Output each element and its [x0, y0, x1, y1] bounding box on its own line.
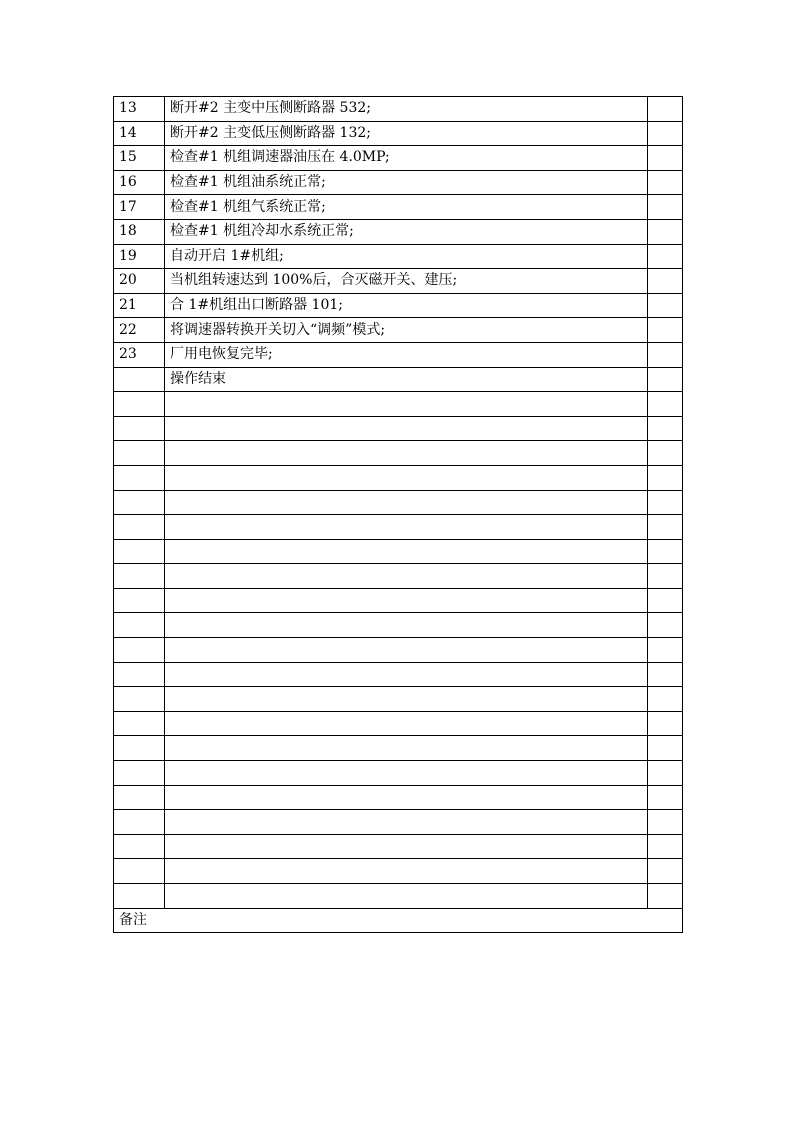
table-row: [114, 219, 683, 244]
table-row: [114, 834, 683, 859]
check-mark-cell: [648, 392, 683, 417]
table-row: [114, 785, 683, 810]
step-number-cell: [114, 834, 165, 859]
step-number-cell: [114, 810, 165, 835]
check-mark-cell: [648, 588, 683, 613]
remarks-label: 备注: [114, 908, 683, 932]
operation-item-cell: [165, 564, 648, 589]
check-mark-cell: [648, 342, 683, 367]
operation-item-cell: [165, 515, 648, 540]
step-number-cell: 20: [114, 269, 165, 294]
table-row: [114, 884, 683, 909]
check-mark-cell: [648, 810, 683, 835]
operation-item-cell: [165, 490, 648, 515]
table-row: [114, 859, 683, 884]
check-mark-cell: [648, 687, 683, 712]
operation-item-cell: [165, 810, 648, 835]
operation-item-cell: [165, 884, 648, 909]
table-row: [114, 416, 683, 441]
check-mark-cell: [648, 195, 683, 220]
operation-item-cell: 合 1#机组出口断路器 101;: [165, 293, 648, 318]
table-row: [114, 441, 683, 466]
operation-table: [113, 96, 683, 933]
step-number-cell: [114, 662, 165, 687]
table-row: [114, 564, 683, 589]
operation-item-cell: [165, 761, 648, 786]
operation-item-cell: 当机组转速达到 100%后，合灭磁开关、建压;: [165, 269, 648, 294]
operation-item-cell: [165, 392, 648, 417]
operation-item-cell: 厂用电恢复完毕;: [165, 342, 648, 367]
remarks-row: [114, 908, 683, 932]
check-mark-cell: [648, 318, 683, 343]
operation-item-cell: 检查#1 机组气系统正常;: [165, 195, 648, 220]
check-mark-cell: [648, 711, 683, 736]
table-row: [114, 539, 683, 564]
operation-item-cell: [165, 859, 648, 884]
table-row: [114, 269, 683, 294]
step-number-cell: [114, 564, 165, 589]
operation-item-cell: [165, 441, 648, 466]
table-row: [114, 515, 683, 540]
step-number-cell: [114, 736, 165, 761]
operation-item-cell: [165, 687, 648, 712]
operation-table-body: [114, 97, 683, 909]
step-number-cell: 21: [114, 293, 165, 318]
step-number-cell: [114, 859, 165, 884]
step-number-cell: 23: [114, 342, 165, 367]
check-mark-cell: [648, 293, 683, 318]
operation-item-cell: [165, 613, 648, 638]
check-mark-cell: [648, 219, 683, 244]
operation-item-cell: [165, 416, 648, 441]
step-number-cell: [114, 539, 165, 564]
operation-item-cell: 检查#1 机组冷却水系统正常;: [165, 219, 648, 244]
table-row: [114, 244, 683, 269]
operation-item-cell: 自动开启 1#机组;: [165, 244, 648, 269]
check-mark-cell: [648, 785, 683, 810]
step-number-cell: 22: [114, 318, 165, 343]
operation-item-cell: [165, 834, 648, 859]
step-number-cell: [114, 761, 165, 786]
operation-item-cell: [165, 638, 648, 663]
table-row: [114, 687, 683, 712]
check-mark-cell: [648, 539, 683, 564]
check-mark-cell: [648, 244, 683, 269]
check-mark-cell: [648, 121, 683, 146]
step-number-cell: 17: [114, 195, 165, 220]
step-number-cell: [114, 613, 165, 638]
check-mark-cell: [648, 465, 683, 490]
step-number-cell: [114, 392, 165, 417]
step-number-cell: [114, 416, 165, 441]
table-row: [114, 392, 683, 417]
step-number-cell: [114, 441, 165, 466]
operation-item-cell: [165, 539, 648, 564]
check-mark-cell: [648, 884, 683, 909]
table-row: [114, 318, 683, 343]
check-mark-cell: [648, 416, 683, 441]
check-mark-cell: [648, 269, 683, 294]
step-number-cell: 13: [114, 97, 165, 122]
check-mark-cell: [648, 490, 683, 515]
step-number-cell: 19: [114, 244, 165, 269]
operation-item-cell: 操作结束: [165, 367, 648, 392]
step-number-cell: [114, 687, 165, 712]
step-number-cell: [114, 588, 165, 613]
table-row: [114, 490, 683, 515]
step-number-cell: [114, 465, 165, 490]
step-number-cell: [114, 490, 165, 515]
table-row: [114, 195, 683, 220]
table-row: [114, 613, 683, 638]
check-mark-cell: [648, 834, 683, 859]
table-row: [114, 97, 683, 122]
operation-item-cell: [165, 662, 648, 687]
table-row: [114, 146, 683, 171]
table-row: [114, 736, 683, 761]
check-mark-cell: [648, 97, 683, 122]
table-row: [114, 761, 683, 786]
operation-item-cell: [165, 588, 648, 613]
operation-item-cell: 断开#2 主变中压侧断路器 532;: [165, 97, 648, 122]
operation-item-cell: 将调速器转换开关切入“调频”模式;: [165, 318, 648, 343]
check-mark-cell: [648, 613, 683, 638]
operation-item-cell: [165, 736, 648, 761]
operation-item-cell: [165, 465, 648, 490]
table-row: [114, 367, 683, 392]
check-mark-cell: [648, 515, 683, 540]
table-row: [114, 170, 683, 195]
operation-item-cell: 检查#1 机组油系统正常;: [165, 170, 648, 195]
check-mark-cell: [648, 638, 683, 663]
step-number-cell: [114, 884, 165, 909]
operation-item-cell: [165, 711, 648, 736]
step-number-cell: 16: [114, 170, 165, 195]
table-row: [114, 465, 683, 490]
step-number-cell: 18: [114, 219, 165, 244]
operation-item-cell: 断开#2 主变低压侧断路器 132;: [165, 121, 648, 146]
table-row: [114, 810, 683, 835]
check-mark-cell: [648, 662, 683, 687]
step-number-cell: 15: [114, 146, 165, 171]
check-mark-cell: [648, 170, 683, 195]
table-row: [114, 662, 683, 687]
check-mark-cell: [648, 761, 683, 786]
check-mark-cell: [648, 859, 683, 884]
step-number-cell: [114, 367, 165, 392]
table-row: [114, 638, 683, 663]
check-mark-cell: [648, 736, 683, 761]
check-mark-cell: [648, 564, 683, 589]
step-number-cell: [114, 515, 165, 540]
step-number-cell: [114, 711, 165, 736]
check-mark-cell: [648, 441, 683, 466]
table-row: [114, 121, 683, 146]
step-number-cell: [114, 638, 165, 663]
step-number-cell: 14: [114, 121, 165, 146]
step-number-cell: [114, 785, 165, 810]
table-row: [114, 293, 683, 318]
check-mark-cell: [648, 146, 683, 171]
table-row: [114, 588, 683, 613]
operation-item-cell: 检查#1 机组调速器油压在 4.0MP;: [165, 146, 648, 171]
table-row: [114, 711, 683, 736]
check-mark-cell: [648, 367, 683, 392]
operation-item-cell: [165, 785, 648, 810]
table-row: [114, 342, 683, 367]
